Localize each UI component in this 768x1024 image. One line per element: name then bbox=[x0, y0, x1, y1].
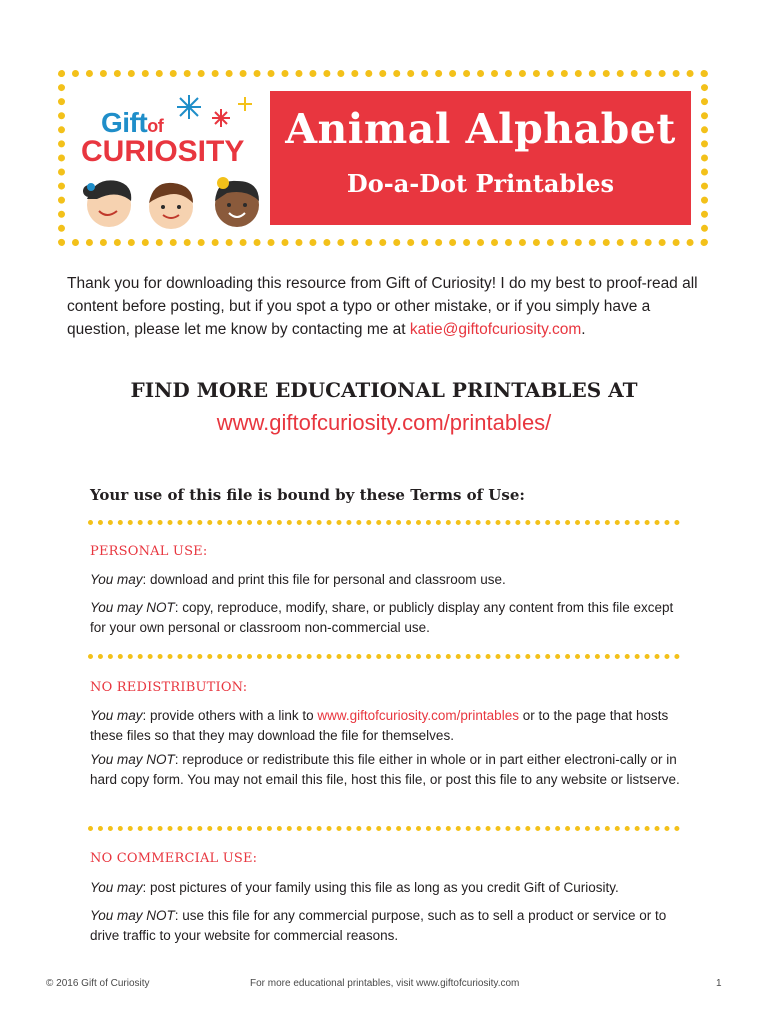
printables-url-link[interactable]: www.giftofcuriosity.com/printables/ bbox=[216, 410, 552, 435]
section-title-personal-use: PERSONAL USE: bbox=[90, 544, 208, 559]
commercial-may: You may: post pictures of your family using this file as long as you credit Gift of Curiosity. bbox=[90, 880, 619, 895]
footer-copyright: © 2016 Gift of Curiosity bbox=[46, 978, 150, 989]
redistribution-may: You may: provide others with a link to www.giftofcuriosity.com/printables or to the page that hosts these files so that they may download the file for themselves. bbox=[90, 708, 669, 743]
dotted-divider bbox=[88, 654, 680, 659]
logo-of-text: of bbox=[147, 116, 164, 136]
page-subtitle: Do-a-Dot Printables bbox=[346, 169, 615, 198]
section-title-no-redistribution: NO REDISTRIBUTION: bbox=[90, 680, 248, 695]
find-more-heading: FIND MORE EDUCATIONAL PRINTABLES AT bbox=[130, 378, 638, 402]
intro-text: Thank you for downloading this resource from Gift of Curiosity! I do my best to proof-read all content before posting, but if you spot a typo or other mistake, or if you simply have a question, please let me know by contacting me at bbox=[67, 275, 698, 338]
commercial-may-not: You may NOT: use this file for any commercial purpose, such as to sell a product or service or to drive traffic to your website for commercial reasons. bbox=[90, 908, 667, 943]
dotted-divider bbox=[88, 520, 680, 525]
logo-curiosity-text: CURIOSITY bbox=[81, 135, 245, 168]
page-number: 1 bbox=[716, 978, 722, 989]
page-title: Animal Alphabet bbox=[285, 105, 676, 153]
printables-link[interactable]: www.giftofcuriosity.com/printables bbox=[317, 708, 519, 723]
redistribution-may-not: You may NOT: reproduce or redistribute this file either in whole or in part either electroni-cally or in hard copy form. You may not email this file, host this file, or post this file to any website or listserve. bbox=[90, 752, 680, 787]
section-title-no-commercial-use: NO COMMERCIAL USE: bbox=[90, 851, 258, 866]
logo-gift-text: Gift bbox=[101, 107, 148, 138]
dotted-divider bbox=[88, 826, 680, 831]
children-faces-illustration bbox=[77, 169, 267, 233]
star-burst-icon bbox=[169, 91, 259, 141]
personal-use-may: You may: download and print this file for personal and classroom use. bbox=[90, 572, 506, 587]
terms-heading: Your use of this file is bound by these Terms of Use: bbox=[90, 486, 525, 504]
footer-center-text: For more educational printables, visit www.giftofcuriosity.com bbox=[250, 978, 520, 989]
contact-email-link[interactable]: katie@giftofcuriosity.com bbox=[409, 321, 582, 338]
gift-of-curiosity-logo bbox=[73, 85, 269, 235]
title-panel bbox=[270, 91, 691, 225]
personal-use-may-not: You may NOT: copy, reproduce, modify, share, or publicly display any content from this file except for your own personal or classroom non-commercial use. bbox=[90, 600, 674, 635]
intro-paragraph: Thank you for downloading this resource from Gift of Curiosity! I do my best to proof-read all content before posting, but if you spot a typo or other mistake, or if you simply have a question, please let me know by contacting me at katie@giftofcuriosity.com. bbox=[67, 275, 698, 338]
header-banner bbox=[58, 70, 708, 246]
